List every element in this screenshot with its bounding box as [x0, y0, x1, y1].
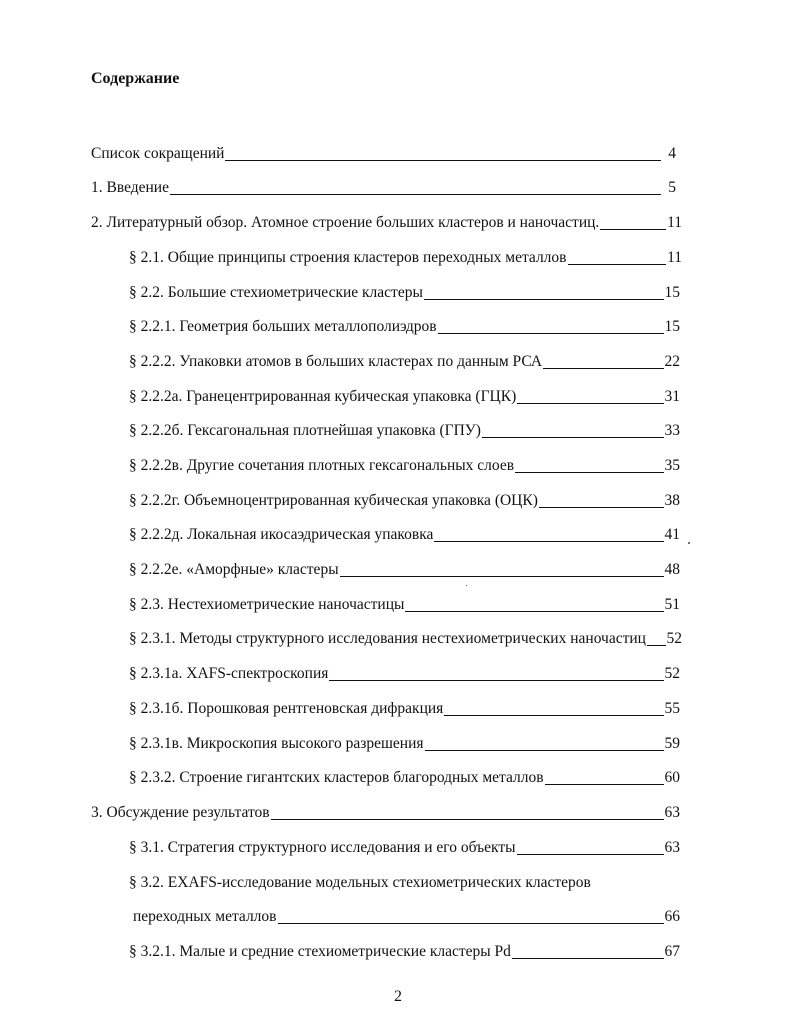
toc-entry — [129, 314, 680, 336]
toc-entry-page: 63 — [664, 839, 680, 856]
toc-leader — [170, 193, 661, 195]
scan-speck — [688, 542, 690, 544]
toc-leader — [515, 471, 663, 473]
toc-entry — [129, 522, 680, 544]
toc-entry-page: 51 — [664, 596, 680, 613]
toc-entry-text: § 2.2.1. Геометрия больших металлополиэдров — [129, 318, 437, 335]
toc-entry-page: 52 — [664, 665, 680, 682]
toc-entry-page: 52 — [666, 630, 682, 647]
toc-entry-page: 67 — [664, 943, 680, 960]
toc-entry-text: § 2.3. Нестехиометрические наночастицы — [129, 596, 405, 613]
toc-leader — [482, 436, 664, 438]
toc-entry-page: 11 — [667, 249, 682, 266]
toc-entry-text: § 2.3.1а. XAFS-спектроскопия — [129, 665, 329, 682]
toc-entry-page: 15 — [664, 284, 680, 301]
toc-entry — [91, 800, 680, 822]
toc-entry-text: § 2.3.1в. Микроскопия высокого разрешения — [129, 735, 424, 752]
toc-entry — [129, 939, 680, 961]
toc-entry — [91, 210, 682, 232]
toc-entry-text: § 2.3.1б. Порошковая рентгеновская дифракция — [129, 700, 444, 717]
toc-entry-page: 31 — [664, 388, 680, 405]
toc-entry — [129, 453, 680, 475]
toc-entry-text: § 3.2.1. Малые и средние стехиометрические кластеры Pd — [129, 943, 511, 960]
toc-leader — [512, 957, 664, 959]
toc-entry-page: 15 — [664, 318, 680, 335]
toc-entry-page: 48 — [664, 561, 680, 578]
toc-entry-page: 33 — [664, 422, 680, 439]
toc-entry-page: 55 — [664, 700, 680, 717]
toc-entry-page: 63 — [664, 804, 680, 821]
toc-leader — [225, 159, 661, 161]
toc-entry — [129, 626, 682, 648]
toc-entry — [129, 765, 680, 787]
toc-entry — [129, 835, 680, 857]
page-number: 2 — [394, 988, 402, 1005]
toc-entry — [129, 696, 680, 718]
toc-entry — [129, 280, 680, 302]
toc-entry-text: 2. Литературный обзор. Атомное строение больших кластеров и наночастиц. — [91, 214, 600, 231]
toc-entry-text: § 2.1. Общие принципы строения кластеров переходных металлов — [129, 249, 567, 266]
toc-entry — [129, 870, 680, 892]
toc-entry-page: 59 — [664, 735, 680, 752]
toc-leader — [444, 714, 663, 716]
toc-entry-page: 5 — [668, 179, 676, 196]
toc-entry — [129, 731, 680, 753]
toc-leader — [438, 332, 664, 334]
toc-entry — [91, 141, 676, 163]
toc-entry — [129, 488, 680, 510]
toc-entry — [133, 904, 680, 926]
toc-leader — [278, 922, 664, 924]
toc-entry-text: § 2.2.2д. Локальная икосаэдрическая упаковка — [129, 526, 434, 543]
toc-leader — [329, 679, 663, 681]
toc-entry — [129, 592, 680, 614]
toc-leader — [517, 853, 664, 855]
toc-entry — [129, 245, 682, 267]
toc-entry-text: Список сокращений — [91, 145, 225, 162]
toc-heading: Содержание — [91, 70, 180, 87]
toc-entry — [129, 384, 680, 406]
toc-entry — [129, 661, 680, 683]
toc-entry-page: 60 — [664, 769, 680, 786]
toc-entry-text: 1. Введение — [91, 179, 169, 196]
toc-leader — [424, 298, 664, 300]
toc-entry-text: § 2.2.2б. Гексагональная плотнейшая упаковка (ГПУ) — [129, 422, 481, 439]
toc-entry — [129, 418, 680, 440]
toc-leader — [271, 818, 664, 820]
toc-entry-text: § 2.2.2е. «Аморфные» кластеры — [129, 561, 339, 578]
toc-leader — [568, 263, 667, 265]
toc-leader — [434, 540, 663, 542]
toc-leader — [425, 749, 664, 751]
toc-entry-page: 41 — [664, 526, 680, 543]
toc-entry — [129, 349, 680, 371]
toc-entry-page: 22 — [664, 353, 680, 370]
toc-entry — [129, 557, 680, 579]
toc-leader — [539, 506, 664, 508]
toc-leader — [647, 644, 666, 646]
toc-entry-page: 11 — [667, 214, 682, 231]
toc-entry-text: § 2.3.2. Строение гигантских кластеров благородных металлов — [129, 769, 544, 786]
toc-entry-text: § 2.3.1. Методы структурного исследования нестехиометрических наночастиц — [129, 630, 646, 647]
toc-leader — [517, 402, 663, 404]
toc-entry-text: 3. Обсуждение результатов — [91, 804, 270, 821]
toc-leader — [543, 367, 663, 369]
toc-entry-text: § 2.2.2г. Объемноцентрированная кубическая упаковка (ОЦК) — [129, 492, 538, 509]
toc-entry-text: переходных металлов — [133, 908, 277, 925]
toc-entry-text: § 2.2.2а. Гранецентрированная кубическая упаковка (ГЦК) — [129, 388, 517, 405]
toc-entry-page: 66 — [664, 908, 680, 925]
toc-leader — [545, 783, 664, 785]
toc-entry-page: 35 — [664, 457, 680, 474]
toc-entry — [91, 175, 676, 197]
toc-entry-text: § 2.2.2в. Другие сочетания плотных гексагональных слоев — [129, 457, 515, 474]
toc-leader — [600, 228, 666, 230]
toc-entry-page: 4 — [668, 145, 676, 162]
toc-entry-text: § 2.2. Большие стехиометрические кластеры — [129, 284, 423, 301]
toc-entry-text: § 3.1. Стратегия структурного исследования и его объекты — [129, 839, 516, 856]
toc-entry-text: § 3.2. EXAFS-исследование модельных стехиометрических кластеров — [129, 874, 591, 891]
toc-leader — [340, 575, 664, 577]
toc-entry-page: 38 — [664, 492, 680, 509]
scan-speck — [466, 585, 467, 586]
toc-leader — [405, 610, 663, 612]
toc-entry-text: § 2.2.2. Упаковки атомов в больших кластерах по данным РСА — [129, 353, 543, 370]
